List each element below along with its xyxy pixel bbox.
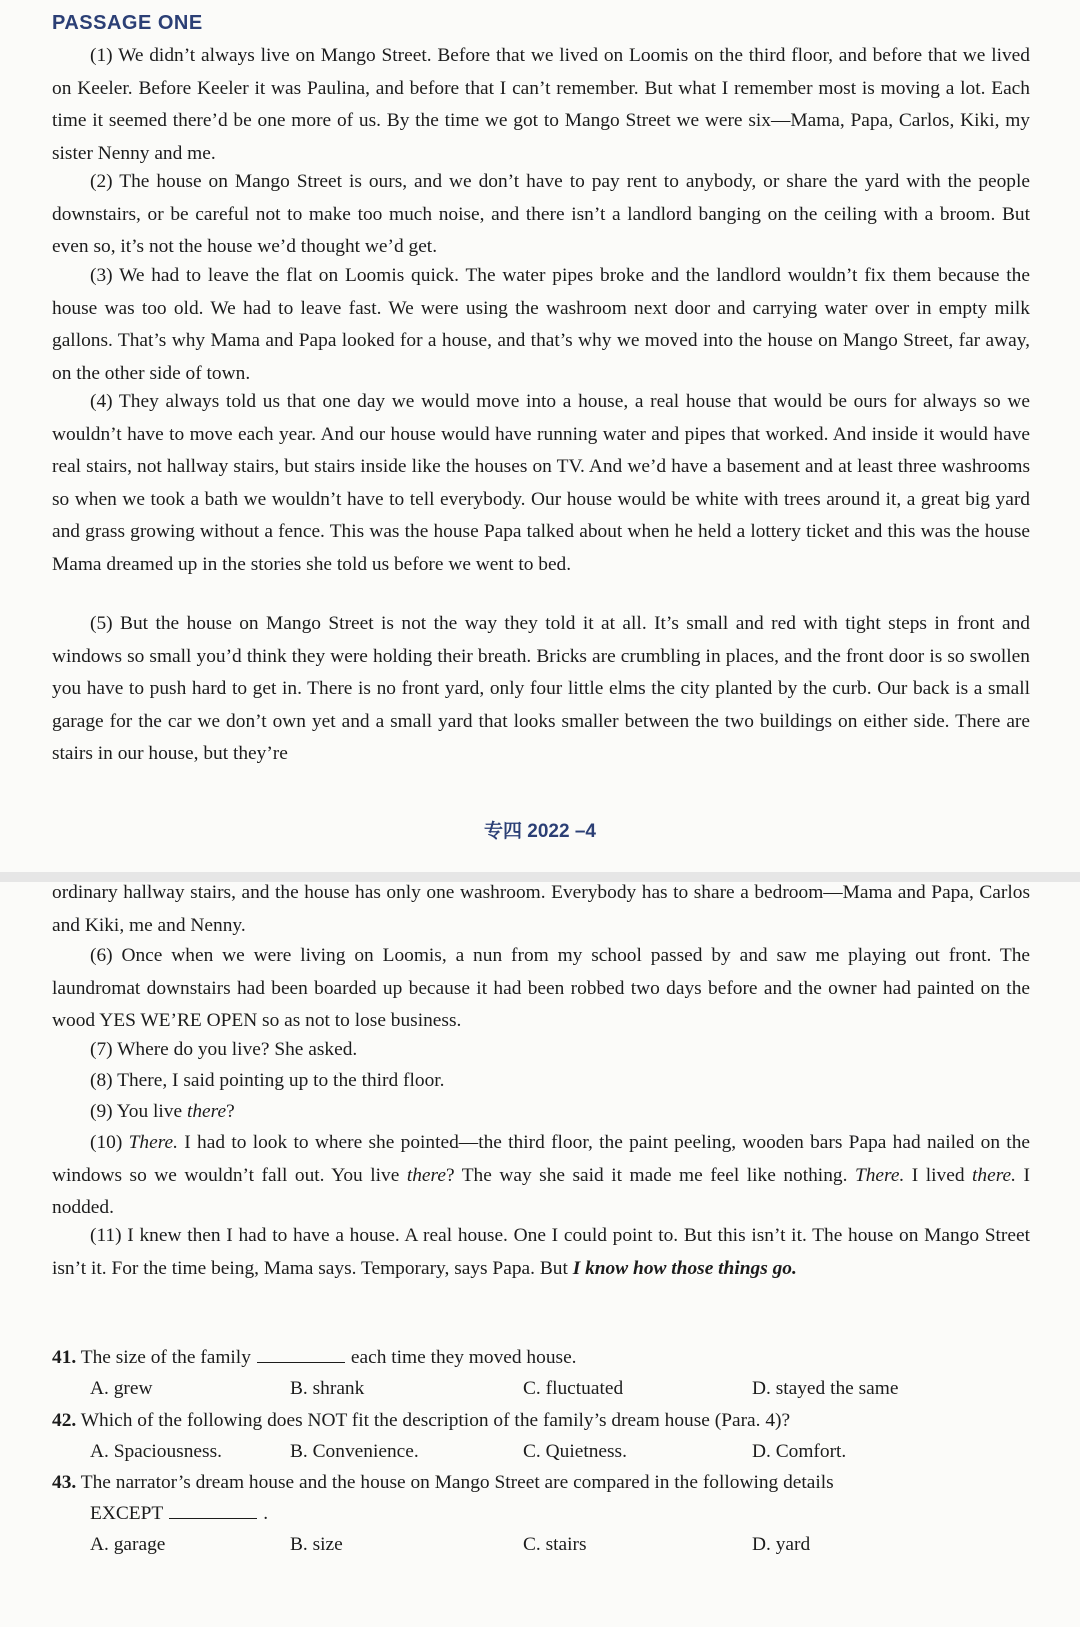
- paragraph-1: (1) We didn’t always live on Mango Street. Before that we lived on Loomis on the third floor, and before that we lived on Keeler. Before Keeler it was Paulina, and before that I can’t remember. But what I remember most is moving a lot. Each time it seemed there’d be one more of us. By the time we got to Mango Street we were six—Mama, Papa, Carlos, Kiki, my sister Nenny and me.: [52, 45, 1030, 164]
- option-41-d: D. stayed the same: [752, 1378, 899, 1399]
- option-42-a: A. Spaciousness.: [90, 1441, 222, 1462]
- paragraph-11: (11) I knew then I had to have a house. A real house. One I could point to. But this isn’t it. The house on Mango Street isn’t it. For the time being, Mama says. Temporary, says Papa. But I know how those things go.: [52, 1225, 1030, 1279]
- option-41-a: A. grew: [90, 1378, 153, 1399]
- option-41-b: B. shrank: [290, 1378, 365, 1399]
- page-two: [0, 882, 1080, 1627]
- question-43: 43. The narrator’s dream house and the house on Mango Street are compared in the following details: [52, 1472, 834, 1493]
- option-41-c: C. fluctuated: [523, 1378, 624, 1399]
- paragraph-8: (8) There, I said pointing up to the third floor.: [90, 1070, 445, 1091]
- paragraph-5-continuation: ordinary hallway stairs, and the house has only one washroom. Everybody has to share a bedroom—Mama and Papa, Carlos and Kiki, me and Nenny.: [52, 882, 1030, 936]
- page-footer: 专四 2022 –4: [484, 821, 596, 842]
- option-43-b: B. size: [290, 1534, 343, 1555]
- paragraph-4: (4) They always told us that one day we would move into a house, a real house that would be ours for always so we wouldn’t have to move each year. And our house would have running water and pipes that worked. And inside it would have real stairs, not hallway stairs, but stairs inside like the houses on TV. And we’d have a basement and at least three washrooms so when we took a bath we wouldn’t have to tell everybody. Our house would be white with trees around it, a great big yard and grass growing without a fence. This was the house Papa talked about when he held a lottery ticket and this was the house Mama dreamed up in the stories she told us before we went to bed.: [52, 391, 1030, 575]
- paragraph-10: (10) There. I had to look to where she pointed—the third floor, the paint peeling, wooden bars Papa had nailed on the windows so we wouldn’t fall out. You live there? The way she said it made me feel like nothing. There. I lived there. I nodded.: [52, 1132, 1030, 1219]
- paragraph-9: (9) You live there?: [90, 1101, 235, 1122]
- question-43-line-2: EXCEPT .: [90, 1498, 490, 1530]
- option-42-d: D. Comfort.: [752, 1441, 847, 1462]
- paragraph-2: (2) The house on Mango Street is ours, and we don’t have to pay rent to anybody, or share the yard with the people downstairs, or be careful not to make too much noise, and there isn’t a landlord banging on the ceiling with a broom. But even so, it’s not the house we’d thought we’d get.: [52, 171, 1030, 258]
- option-43-d: D. yard: [752, 1534, 811, 1555]
- option-42-c: C. Quietness.: [523, 1441, 627, 1462]
- question-41: 41. The size of the family each time they moved house.: [52, 1342, 1032, 1374]
- option-42-b: B. Convenience.: [290, 1441, 419, 1462]
- paragraph-6: (6) Once when we were living on Loomis, a nun from my school passed by and saw me playing out front. The laundromat downstairs had been boarded up because it had been robbed two days before and the owner had painted on the wood YES WE’RE OPEN so as not to lose business.: [52, 945, 1030, 1032]
- answer-blank: [257, 1344, 345, 1363]
- paragraph-3: (3) We had to leave the flat on Loomis quick. The water pipes broke and the landlord wouldn’t fix them because the house was too old. We had to leave fast. We were using the washroom next door and carrying water over in empty milk gallons. That’s why Mama and Papa looked for a house, and that’s why we moved into the house on Mango Street, far away, on the other side of town.: [52, 265, 1030, 384]
- paragraph-5: (5) But the house on Mango Street is not the way they told it at all. It’s small and red with tight steps in front and windows so small you’d think they were holding their breath. Bricks are crumbling in places, and the front door is so swollen you have to push hard to get in. There is no front yard, only four little elms the city planted by the curb. Our back is a small garage for the car we don’t own yet and a small yard that looks smaller between the two buildings on either side. There are stairs in our house, but they’re: [52, 613, 1030, 765]
- answer-blank: [169, 1500, 257, 1519]
- paragraph-7: (7) Where do you live? She asked.: [90, 1039, 358, 1060]
- question-42: 42. Which of the following does NOT fit the description of the family’s dream house (Para. 4)?: [52, 1410, 791, 1431]
- passage-heading: PASSAGE ONE: [52, 12, 203, 34]
- option-43-c: C. stairs: [523, 1534, 587, 1555]
- option-43-a: A. garage: [90, 1534, 166, 1555]
